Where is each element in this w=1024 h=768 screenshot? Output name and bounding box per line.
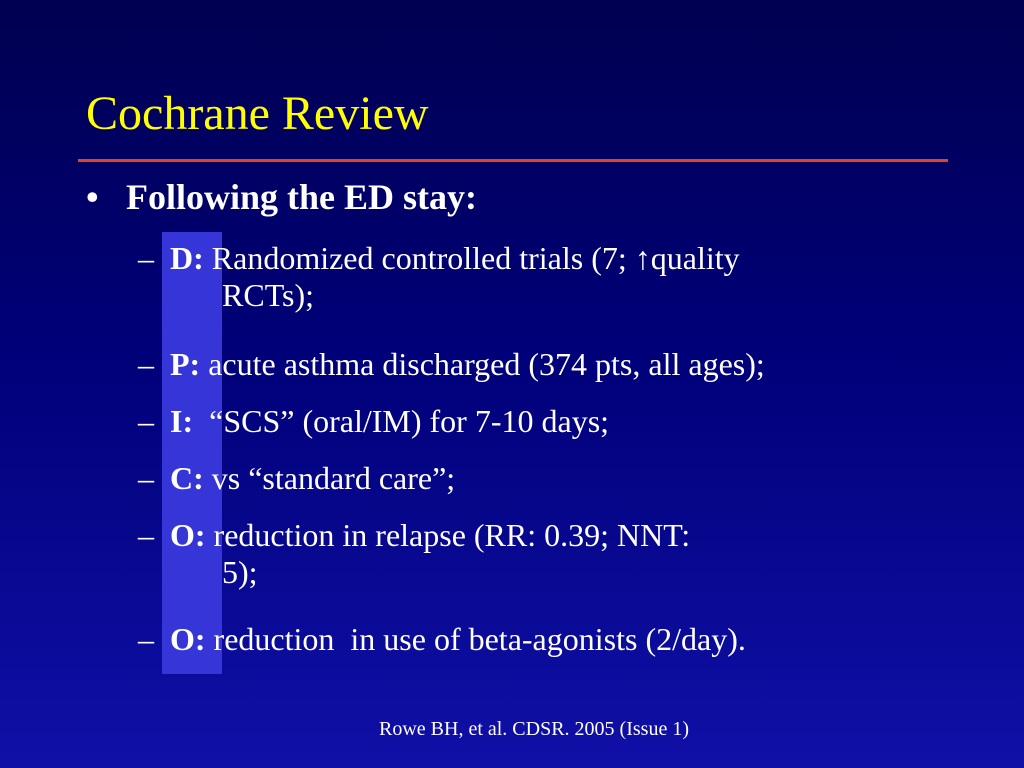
sub-item-dash: – [138, 621, 154, 657]
sub-item-key: D: [170, 240, 204, 276]
sub-item-key: P: [170, 346, 201, 382]
sub-item-design [138, 240, 928, 314]
sub-item-outcome-beta-agonists [138, 621, 928, 658]
sub-item-text: acute asthma discharged (374 pts, all ages); [208, 346, 765, 382]
citation: Rowe BH, et al. CDSR. 2005 (Issue 1) [379, 718, 689, 740]
sub-item-text: reduction in relapse (RR: 0.39; NNT: [213, 517, 691, 553]
sub-item-text: reduction in use of beta-agonists (2/day). [213, 621, 746, 657]
sub-item-continuation: 5); [222, 554, 258, 590]
sub-item-key: O: [170, 621, 206, 657]
sub-item-dash: – [138, 240, 154, 276]
main-bullet [86, 173, 477, 221]
sub-item-key: C: [170, 460, 204, 496]
sub-item-text: “SCS” (oral/IM) for 7-10 days; [209, 403, 610, 439]
sub-item-dash: – [138, 517, 154, 553]
main-bullet-text: Following the ED stay: [126, 177, 477, 217]
sub-item-key: O: [170, 517, 206, 553]
sub-item-text: Randomized controlled trials (7; ↑quality [211, 240, 740, 276]
sub-item-intervention [138, 403, 928, 440]
sub-item-continuation: RCTs); [222, 277, 314, 313]
sub-item-outcome-relapse [138, 517, 928, 591]
sub-item-comparison [138, 460, 928, 497]
title-underline [78, 159, 948, 162]
sub-item-dash: – [138, 460, 154, 496]
sub-item-key: I: [170, 403, 194, 439]
slide-title: Cochrane Review [86, 87, 429, 140]
sub-item-text: vs “standard care”; [211, 460, 456, 496]
sub-item-dash: – [138, 346, 154, 382]
bullet-marker: • [86, 177, 99, 217]
sub-item-population [138, 346, 928, 383]
sub-item-dash: – [138, 403, 154, 439]
